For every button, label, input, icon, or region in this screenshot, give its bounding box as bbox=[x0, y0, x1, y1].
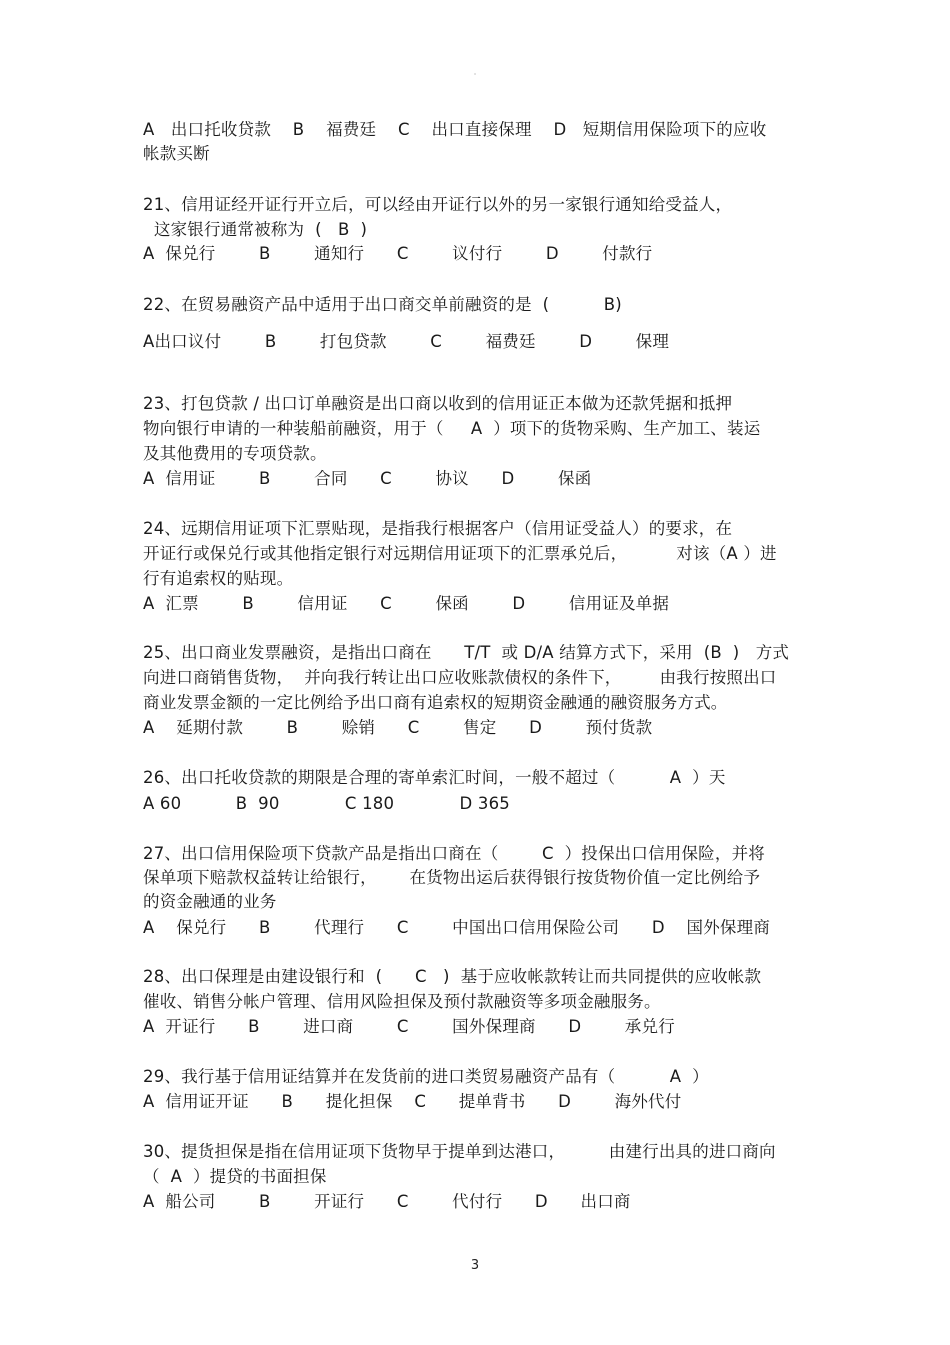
text-line: 开证行或保兑行或其他指定银行对远期信用证项下的汇票承兑后， 对该（A ）进 bbox=[143, 544, 777, 563]
text-line: 这家银行通常被称为 ( B ) bbox=[143, 220, 368, 239]
text-line: 29、我行基于信用证结算并在发货前的进口类贸易融资产品有（ A ） bbox=[143, 1067, 709, 1086]
header-mark: · bbox=[473, 70, 477, 79]
text-line: A 信用证开证 B 提化担保 C 提单背书 D 海外代付 bbox=[143, 1092, 682, 1111]
text-line: 26、出口托收贷款的期限是合理的寄单索汇时间，一般不超过（ A ）天 bbox=[143, 768, 726, 787]
text-line: A 船公司 B 开证行 C 代付行 D 出口商 bbox=[143, 1192, 631, 1211]
text-line: 催收、销售分帐户管理、信用风险担保及预付款融资等多项金融服务。 bbox=[143, 992, 661, 1011]
text-line: 行有追索权的贴现。 bbox=[143, 569, 294, 588]
text-line: A出口议付 B 打包贷款 C 福费廷 D 保理 bbox=[143, 332, 670, 351]
text-line: 帐款买断 bbox=[143, 144, 210, 163]
text-line: 27、出口信用保险项下贷款产品是指出口商在（ C ）投保出口信用保险，并将 bbox=[143, 844, 765, 863]
text-line: 24、远期信用证项下汇票贴现，是指我行根据客户（信用证受益人）的要求，在 bbox=[143, 519, 733, 538]
page-number: 3 bbox=[470, 1258, 480, 1273]
text-line: A 开证行 B 进口商 C 国外保理商 D 承兑行 bbox=[143, 1017, 675, 1036]
text-line: （ A ）提贷的书面担保 bbox=[143, 1167, 327, 1186]
text-line: 25、出口商业发票融资，是指出口商在 T/T 或 D/A 结算方式下，采用 (B ) 方式 bbox=[143, 643, 790, 662]
text-line: 21、信用证经开证行开立后，可以经由开证行以外的另一家银行通知给受益人， bbox=[143, 195, 733, 214]
text-line: 保单项下赔款权益转让给银行， 在货物出运后获得银行按货物价值一定比例给予 bbox=[143, 868, 761, 887]
text-line: 物向银行申请的一种装船前融资，用于（ A ）项下的货物采购、生产加工、装运 bbox=[143, 419, 761, 438]
text-line: 及其他费用的专项贷款。 bbox=[143, 444, 327, 463]
text-line: 28、出口保理是由建设银行和 ( C ) 基于应收帐款转让而共同提供的应收帐款 bbox=[143, 967, 762, 986]
text-line: A 保兑行 B 代理行 C 中国出口信用保险公司 D 国外保理商 bbox=[143, 918, 771, 937]
text-line: 商业发票金额的一定比例给予出口商有追索权的短期资金融通的融资服务方式。 bbox=[143, 693, 728, 712]
text-line: 的资金融通的业务 bbox=[143, 892, 277, 911]
text-line: 向进口商销售货物， 并向我行转让出口应收账款债权的条件下， 由我行按照出口 bbox=[143, 668, 777, 687]
text-line: A 保兑行 B 通知行 C 议付行 D 付款行 bbox=[143, 244, 653, 263]
text-line: 22、在贸易融资产品中适用于出口商交单前融资的是 ( B) bbox=[143, 295, 622, 314]
text-line: A 延期付款 B 赊销 C 售定 D 预付货款 bbox=[143, 718, 653, 737]
text-line: A 信用证 B 合同 C 协议 D 保函 bbox=[143, 469, 592, 488]
text-line: A 60 B 90 C 180 D 365 bbox=[143, 794, 510, 813]
text-line: 23、打包贷款 / 出口订单融资是出口商以收到的信用证正本做为还款凭据和抵押 bbox=[143, 394, 733, 413]
text-line: 30、提货担保是指在信用证项下货物早于提单到达港口， 由建行出具的进口商向 bbox=[143, 1142, 776, 1161]
text-line: A 汇票 B 信用证 C 保函 D 信用证及单据 bbox=[143, 594, 670, 613]
text-line: A 出口托收贷款 B 福费廷 C 出口直接保理 D 短期信用保险项下的应收 bbox=[143, 120, 767, 139]
